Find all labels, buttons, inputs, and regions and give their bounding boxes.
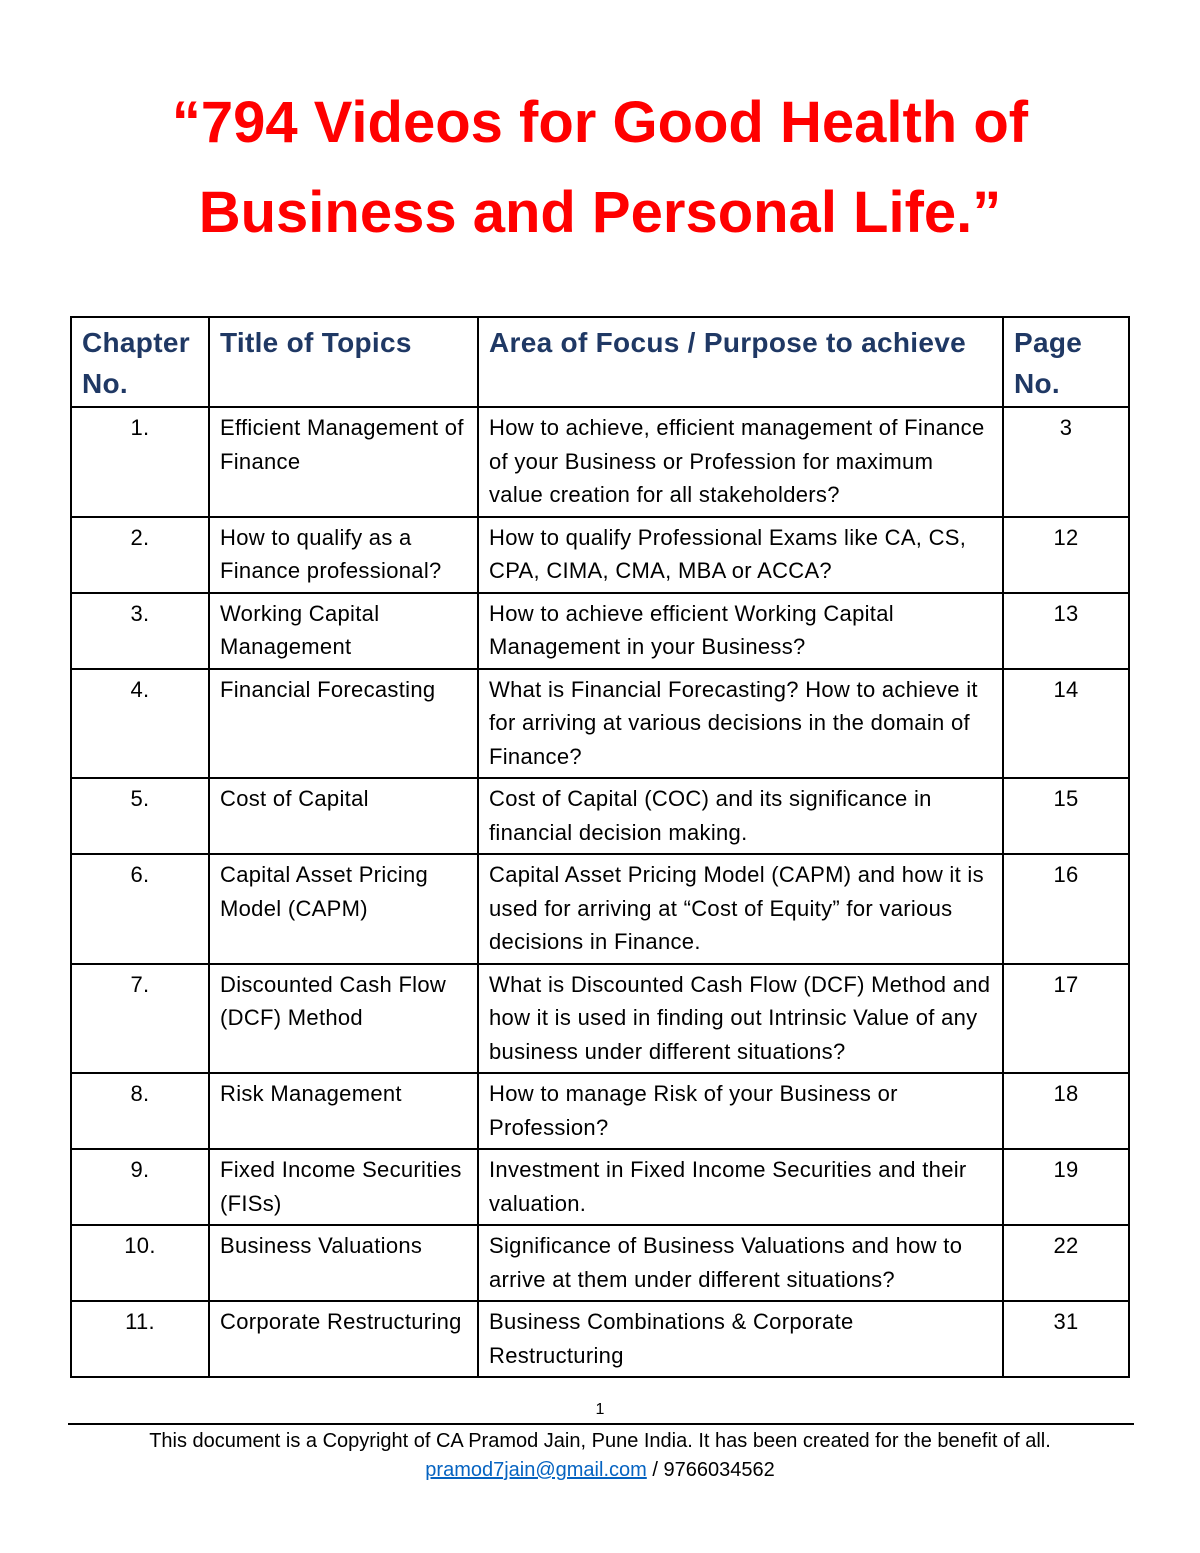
focus-description: How to qualify Professional Exams like CA, CS, CPA, CIMA, CMA, MBA or ACCA? bbox=[478, 517, 1003, 593]
table-row bbox=[71, 517, 1129, 593]
chapter-number: 2. bbox=[71, 517, 209, 593]
chapter-number: 11. bbox=[71, 1301, 209, 1377]
focus-description: How to achieve efficient Working Capital Management in your Business? bbox=[478, 593, 1003, 669]
header-area-of-focus: Area of Focus / Purpose to achieve bbox=[478, 317, 1003, 407]
contact-separator: / bbox=[646, 1459, 664, 1481]
page-number-cell: 31 bbox=[1003, 1301, 1129, 1377]
topic-title: Working Capital Management bbox=[209, 593, 478, 669]
page-number-cell: 16 bbox=[1003, 854, 1129, 964]
topic-title: Discounted Cash Flow (DCF) Method bbox=[209, 964, 478, 1074]
topic-title: Efficient Management of Finance bbox=[209, 407, 478, 517]
table-row bbox=[71, 854, 1129, 964]
topic-title: Capital Asset Pricing Model (CAPM) bbox=[209, 854, 478, 964]
table-row bbox=[71, 593, 1129, 669]
table-row bbox=[71, 1073, 1129, 1149]
page-number-cell: 22 bbox=[1003, 1225, 1129, 1301]
focus-description: How to manage Risk of your Business or Profession? bbox=[478, 1073, 1003, 1149]
chapter-number: 10. bbox=[71, 1225, 209, 1301]
table-row bbox=[71, 1149, 1129, 1225]
page-number-cell: 18 bbox=[1003, 1073, 1129, 1149]
focus-description: Cost of Capital (COC) and its significance in financial decision making. bbox=[478, 778, 1003, 854]
header-title-of-topics: Title of Topics bbox=[209, 317, 478, 407]
title-line-1: “794 Videos for Good Health of bbox=[171, 90, 1029, 155]
chapter-number: 3. bbox=[71, 593, 209, 669]
focus-description: How to achieve, efficient management of Finance of your Business or Profession for maximum value creation for all stakeholders? bbox=[478, 407, 1003, 517]
document-title bbox=[0, 78, 1200, 258]
focus-description: What is Discounted Cash Flow (DCF) Method and how it is used in finding out Intrinsic Value of any business under different situations? bbox=[478, 964, 1003, 1074]
page-number-cell: 12 bbox=[1003, 517, 1129, 593]
page-number-cell: 3 bbox=[1003, 407, 1129, 517]
topic-title: Corporate Restructuring bbox=[209, 1301, 478, 1377]
footer-divider bbox=[68, 1423, 1134, 1425]
focus-description: Business Combinations & Corporate Restructuring bbox=[478, 1301, 1003, 1377]
footer-contact bbox=[0, 1457, 1200, 1483]
footer-page-number: 1 bbox=[595, 1401, 605, 1418]
topic-title: Risk Management bbox=[209, 1073, 478, 1149]
focus-description: What is Financial Forecasting? How to achieve it for arriving at various decisions in the domain of Finance? bbox=[478, 669, 1003, 779]
focus-description: Significance of Business Valuations and how to arrive at them under different situations? bbox=[478, 1225, 1003, 1301]
chapter-number: 7. bbox=[71, 964, 209, 1074]
chapter-number: 4. bbox=[71, 669, 209, 779]
chapter-number: 6. bbox=[71, 854, 209, 964]
table-row bbox=[71, 778, 1129, 854]
page-number-cell: 14 bbox=[1003, 669, 1129, 779]
topic-title: Fixed Income Securities (FISs) bbox=[209, 1149, 478, 1225]
chapter-number: 1. bbox=[71, 407, 209, 517]
chapter-number: 8. bbox=[71, 1073, 209, 1149]
email-link[interactable]: pramod7jain@gmail.com bbox=[425, 1459, 647, 1481]
phone-number: 9766034562 bbox=[663, 1459, 775, 1481]
focus-description: Capital Asset Pricing Model (CAPM) and how it is used for arriving at “Cost of Equity” for various decisions in Finance. bbox=[478, 854, 1003, 964]
page-number-cell: 15 bbox=[1003, 778, 1129, 854]
chapter-number: 5. bbox=[71, 778, 209, 854]
topics-table bbox=[70, 316, 1130, 1378]
footer-copyright: This document is a Copyright of CA Pramod Jain, Pune India. It has been created for the benefit of all. bbox=[149, 1430, 1051, 1452]
table-row bbox=[71, 1301, 1129, 1377]
focus-description: Investment in Fixed Income Securities and their valuation. bbox=[478, 1149, 1003, 1225]
page-number-cell: 19 bbox=[1003, 1149, 1129, 1225]
table-row bbox=[71, 669, 1129, 779]
table-row bbox=[71, 1225, 1129, 1301]
chapter-number: 9. bbox=[71, 1149, 209, 1225]
topic-title: Cost of Capital bbox=[209, 778, 478, 854]
table-row bbox=[71, 964, 1129, 1074]
title-line-2: Business and Personal Life.” bbox=[198, 180, 1002, 245]
table-row bbox=[71, 407, 1129, 517]
header-chapter-no: Chapter No. bbox=[71, 317, 209, 407]
page-number-cell: 17 bbox=[1003, 964, 1129, 1074]
topic-title: Business Valuations bbox=[209, 1225, 478, 1301]
table-header-row bbox=[71, 317, 1129, 407]
topic-title: Financial Forecasting bbox=[209, 669, 478, 779]
page-number-cell: 13 bbox=[1003, 593, 1129, 669]
header-page-no: Page No. bbox=[1003, 317, 1129, 407]
topic-title: How to qualify as a Finance professional? bbox=[209, 517, 478, 593]
